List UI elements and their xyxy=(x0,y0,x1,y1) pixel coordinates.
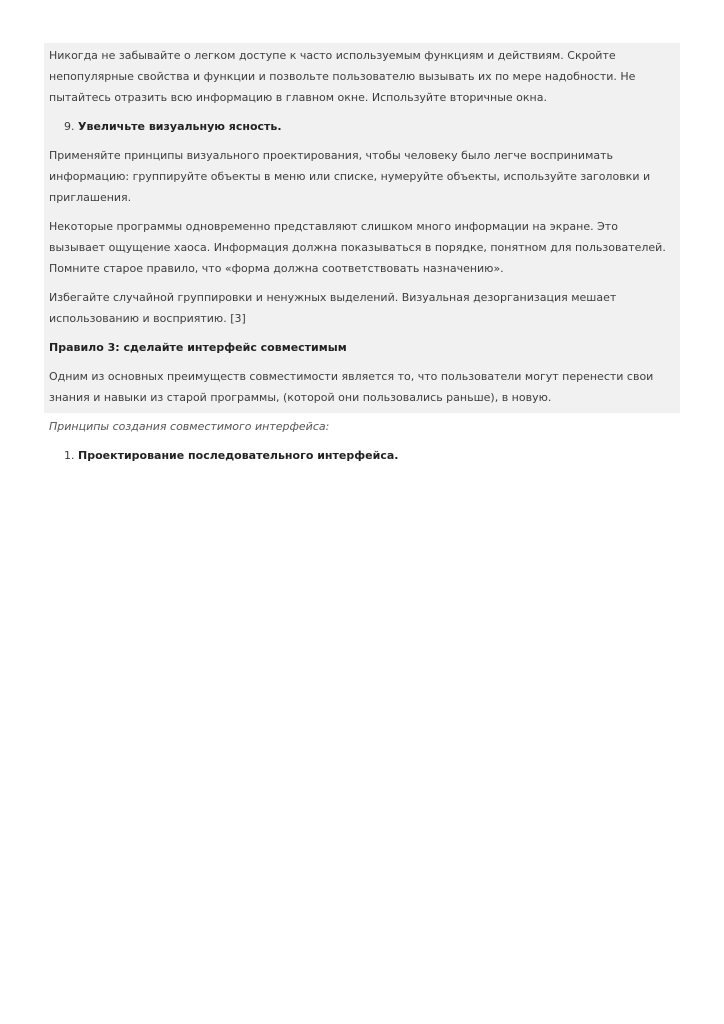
list-item-1 xyxy=(49,445,676,466)
paragraph-visual-design: Применяйте принципы визуального проектирования, чтобы человеку было легче воспринимать информацию: группируйте объекты в меню или списке, нумеруйте объекты, используйте заголовки и приглашения. xyxy=(49,149,651,204)
rule-3-heading: Правило 3: сделайте интерфейс совместимым xyxy=(49,341,347,354)
paragraph-avoid-grouping: Избегайте случайной группировки и ненужных выделений. Визуальная дезорганизация мешает использованию и восприятию. [3] xyxy=(49,291,617,325)
paragraph-hidden-features: Никогда не забывайте о легком доступе к часто используемым функциям и действиям. Скройте непопулярные свойства и функции и позвольте пользователю вызывать их по мере надобности. Не пытайтесь отразить всю информацию в главном окне. Используйте вторичные окна. xyxy=(49,49,636,104)
paragraph-compatibility: Одним из основных преимуществ совместимости является то, что пользователи могут перенести свои знания и навыки из старой программы, (которой они пользовались раньше), в новую. xyxy=(49,370,654,404)
list-number: 9. xyxy=(64,120,75,133)
list-item-title: Увеличьте визуальную ясность. xyxy=(78,120,282,133)
principles-caption: Принципы создания совместимого интерфейса: xyxy=(49,420,330,433)
paragraph-too-much-info: Некоторые программы одновременно представляют слишком много информации на экране. Это вызывает ощущение хаоса. Информация должна показываться в порядке, понятном для пользователей. Помните старое правило, что «форма должна соответствовать назначению». xyxy=(49,220,666,275)
list-number: 1. xyxy=(64,449,75,462)
list-item-title: Проектирование последовательного интерфейса. xyxy=(78,449,399,462)
list-item-9 xyxy=(49,116,676,137)
document-content xyxy=(44,43,680,462)
